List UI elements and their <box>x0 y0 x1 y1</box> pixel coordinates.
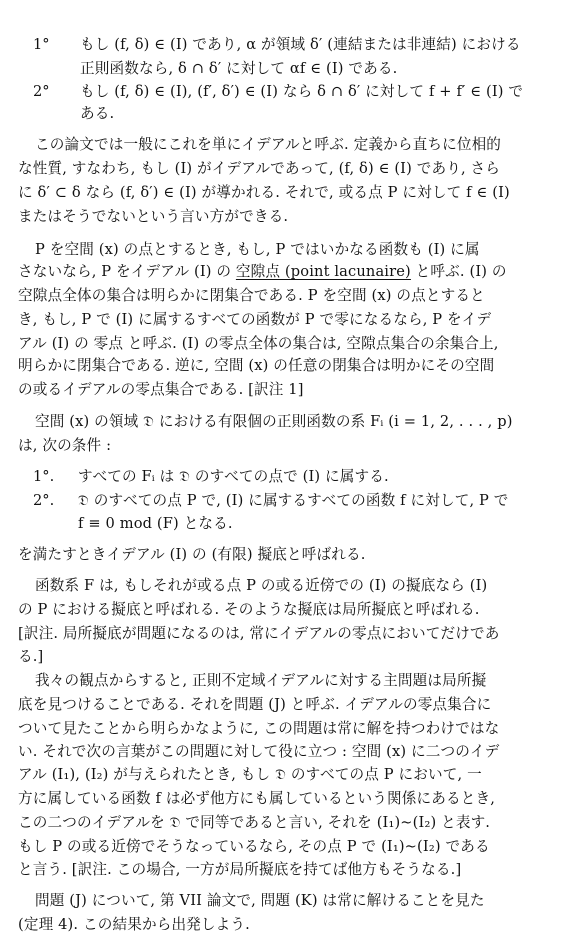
para-2-line-2-pre: さないなら, P をイデアル (I) の <box>18 263 236 281</box>
para-6-line-2: 底を見つけることである. それを問題 (J) と呼ぶ. イデアルの零点集合に <box>18 696 492 713</box>
para-2-line-3: 空隙点全体の集合は明らかに閉集合である. P を空間 (x) の点とすると <box>18 287 485 304</box>
condition-1-text: すべての Fᵢ は 𝔇 のすべての点で (I) に属する. <box>78 467 389 485</box>
condition-2-line-1: 𝔇 のすべての点 P で, (I) に属するすべての函数 f に対して, P で <box>78 491 509 509</box>
para-5-line-2: の P における擬底と呼ばれる. そのような擬底は局所擬底と呼ばれる. <box>18 601 480 619</box>
item-1-line-2: 正則函数なら, δ ∩ δ′ に対して αf ∈ (I) である. <box>80 59 398 77</box>
item-2-number: 2° <box>33 82 50 100</box>
para-2-line-4: き, もし, P で (I) に属するすべての函数が P で零になるなら, P をイデ <box>18 310 492 328</box>
para-3-line-2: は, 次の条件 : <box>18 436 112 454</box>
item-2-line-1: もし (f, δ) ∈ (I), (f′, δ′) ∈ (I) なら δ ∩ δ′ に対して f + f′ ∈ (I) で <box>80 82 524 100</box>
para-6-line-5: アル (I₁), (I₂) が与えられたとき, もし 𝔇 のすべての点 P において, 一 <box>18 766 482 784</box>
para-4-line-1: を満たすときイデアル (I) の (有限) 擬底と呼ばれる. <box>18 546 366 564</box>
para-2-line-2 <box>18 259 507 285</box>
para-2-line-5: アル (I) の 零点 と呼ぶ. (I) の零点全体の集合は, 空隙点集合の余集合上, <box>18 334 499 352</box>
para-5-line-4: る.] <box>18 647 44 665</box>
para-2-line-7: の或るイデアルの零点集合である. [訳注 1] <box>18 381 304 399</box>
para-1-line-1: この論文では一般にこれを単にイデアルと呼ぶ. 定義から直ちに位相的 <box>35 136 502 154</box>
para-5-line-3: [訳注. 局所擬底が問題になるのは, 常にイデアルの零点においてだけであ <box>18 624 500 642</box>
term-point-lacunaire: 空隙点 (point lacunaire) <box>235 263 411 281</box>
item-1-number: 1° <box>33 36 50 53</box>
para-1-line-3: に δ′ ⊂ δ なら (f, δ′) ∈ (I) が導かれる. それで, 或る点 P に対して f ∈ (I) <box>18 183 510 201</box>
item-2-line-2: ある. <box>80 105 115 123</box>
para-6-line-9: と言う. [訳注. この場合, 一方が局所擬底を持てば他方もそうなる.] <box>18 861 462 879</box>
para-6-line-7: この二つのイデアルを 𝔇 で同等であると言い, それを (I₁)∼(I₂) と表す. <box>18 813 491 831</box>
para-6-line-8: もし P の或る近傍でそうなっているなら, その点 P で (I₁)∼(I₂) である <box>18 837 490 855</box>
para-6-line-3: ついて見たことから明らかなように, この問題は常に解を持つわけではな <box>18 719 500 737</box>
para-2-line-1: P を空間 (x) の点とするとき, もし, P ではいかなる函数も (I) に属 <box>35 240 480 258</box>
para-6-line-6: 方に属している函数 f は必ず他方にも属しているという関係にあるとき, <box>18 790 495 807</box>
para-2-line-6: 明らかに閉集合である. 逆に, 空間 (x) の任意の閉集合は明かにその空間 <box>18 357 495 375</box>
condition-1-number: 1°. <box>33 467 55 485</box>
para-1-line-4: またはそうでないという言い方ができる. <box>18 207 289 225</box>
para-6-line-4: い. それで次の言葉がこの問題に対して役に立つ : 空間 (x) に二つのイデ <box>18 742 500 760</box>
condition-2-number: 2°. <box>33 491 55 509</box>
para-1-line-2: な性質, すなわち, もし (I) がイデアルであって, (f, δ) ∈ (I) であり, さら <box>18 160 501 178</box>
para-7-line-1: 問題 (J) について, 第 VII 論文で, 問題 (K) は常に解けることを見た <box>35 892 485 910</box>
para-2-line-2-post: と呼ぶ. (I) の <box>410 263 507 281</box>
para-3-line-1: 空間 (x) の領域 𝔇 における有限個の正則函数の系 Fᵢ (i = 1, 2, . . . , p) <box>35 413 513 430</box>
condition-2-line-2: f ≡ 0 mod (F) となる. <box>78 515 233 533</box>
para-7-line-2: (定理 4). この結果から出発しよう. <box>18 916 250 933</box>
item-1-line-1: もし (f, δ) ∈ (I) であり, α が領域 δ′ (連結または非連結) における <box>80 36 521 53</box>
para-6-line-1: 我々の観点からすると, 正則不定域イデアルに対する主問題は局所擬 <box>35 672 487 690</box>
para-5-line-1: 函数系 F は, もしそれが或る点 P の或る近傍での (I) の擬底なら (I) <box>35 577 488 595</box>
